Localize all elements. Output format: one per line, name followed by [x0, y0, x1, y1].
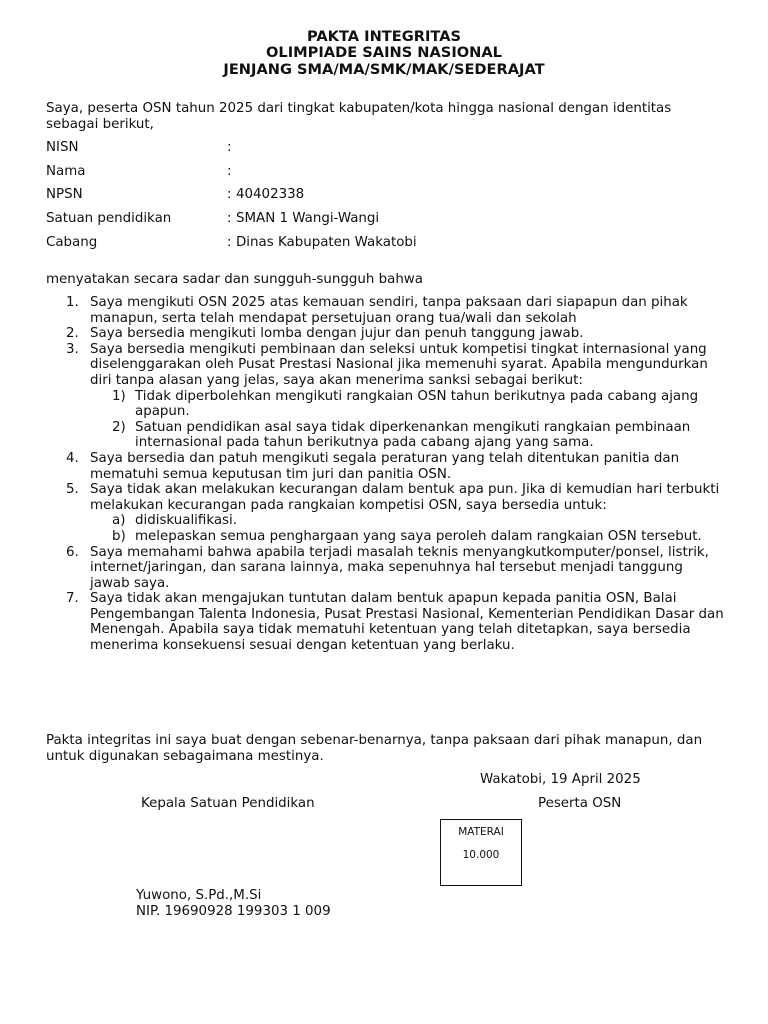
sub-item-number: a): [112, 513, 126, 529]
sub-list-item: [46, 513, 726, 529]
field-colon: :: [227, 140, 232, 155]
sub-item-text: didiskualifikasi.: [135, 513, 238, 529]
item-text: Saya bersedia mengikuti pembinaan dan seleksi untuk kompetisi tingkat internasional yang diselenggarakan oleh Pusat Prestasi Nasional jika memenuhi syarat. Apabila mengundurkan diri tanpa alasan yang jelas, saya akan menerima sanksi sebagai berikut:: [90, 341, 708, 388]
item-number: 5.: [66, 482, 79, 498]
title-line-2: OLIMPIADE SAINS NASIONAL: [266, 44, 502, 61]
field-npsn: [46, 186, 726, 204]
field-colon: :: [227, 235, 232, 250]
field-cabang: [46, 234, 726, 252]
title-line-1: PAKTA INTEGRITAS: [307, 28, 461, 45]
field-nama: [46, 163, 726, 181]
list-item: [46, 451, 726, 482]
list-item: [46, 591, 726, 653]
place-date: Wakatobi, 19 April 2025: [480, 772, 641, 787]
item-text: Saya memahami bahwa apabila terjadi masalah teknis menyangkutkomputer/ponsel, listrik, internet/jaringan, dan sarana lainnya, maka sepenuhnya hal tersebut menjadi tanggung jawab saya.: [90, 544, 709, 591]
list-item: [46, 295, 726, 326]
stamp-duty-label: MATERAI: [458, 826, 504, 838]
sub-item-text: melepaskan semua penghargaan yang saya peroleh dalam rangkaian OSN tersebut.: [135, 528, 702, 544]
stamp-duty-amount: 10.000: [462, 849, 500, 861]
item-number: 4.: [66, 450, 79, 466]
field-satuan-pendidikan: [46, 210, 726, 228]
principal-name: Yuwono, S.Pd.,M.Si: [136, 888, 262, 903]
item-text: Saya tidak akan mengajukan tuntutan dalam bentuk apapun kepada panitia OSN, Balai Pengembangan Talenta Indonesia, Pusat Prestasi Nasional, Kementerian Pendidikan Dasar dan Menengah. Apabila saya tidak mematuhi ketentuan yang telah ditetapkan, saya bersedia menerima konsekuensi sesuai dengan ketentuan yang berlaku.: [90, 591, 724, 654]
item-number: 7.: [66, 591, 79, 607]
field-value: Dinas Kabupaten Wakatobi: [236, 235, 417, 250]
sub-item-text: Satuan pendidikan asal saya tidak diperkenankan mengikuti rangkaian pembinaan internasional pada tahun berikutnya pada cabang ajang yang sama.: [135, 419, 691, 451]
intro-paragraph: Saya, peserta OSN tahun 2025 dari tingkat kabupaten/kota hingga nasional dengan identitas sebagai berikut,: [46, 101, 672, 132]
sub-item-number: 1): [112, 388, 126, 404]
field-label: Cabang: [46, 235, 98, 250]
sub-item-number: 2): [112, 419, 126, 435]
list-item: [46, 342, 726, 389]
item-number: 3.: [66, 341, 79, 357]
list-item: [46, 482, 726, 513]
closing-paragraph: Pakta integritas ini saya buat dengan sebenar-benarnya, tanpa paksaan dari pihak manapun, dan untuk digunakan sebagaimana mestinya.: [46, 733, 703, 764]
sub-item-text: Tidak diperbolehkan mengikuti rangkaian OSN tahun berikutnya pada cabang ajang apapun.: [135, 388, 699, 420]
sub-list-item: [46, 420, 726, 451]
list-item: [46, 545, 726, 592]
participant-role-label: Peserta OSN: [538, 796, 622, 811]
statement-list: [46, 295, 726, 654]
item-number: 1.: [66, 295, 79, 310]
field-label: NISN: [46, 140, 79, 155]
sub-list-item: [46, 389, 726, 420]
item-text: Saya tidak akan melakukan kecurangan dalam bentuk apa pun. Jika di kemudian hari terbukti melakukan kecurangan pada rangkaian kompetisi OSN, saya bersedia untuk:: [90, 482, 720, 513]
stamp-duty-box: [440, 819, 522, 886]
declaration-line: menyatakan secara sadar dan sungguh-sungguh bahwa: [46, 272, 423, 287]
item-text: Saya bersedia dan patuh mengikuti segala peraturan yang telah ditentukan panitia dan mematuhi semua keputusan tim juri dan panitia OSN.: [90, 450, 680, 482]
item-number: 2.: [66, 326, 79, 342]
title-line-3: JENJANG SMA/MA/SMK/MAK/SEDERAJAT: [223, 61, 545, 78]
item-number: 6.: [66, 544, 79, 560]
sub-item-number: b): [112, 528, 126, 544]
item-text: Saya bersedia mengikuti lomba dengan jujur dan penuh tanggung jawab.: [90, 326, 584, 342]
field-label: Satuan pendidikan: [46, 211, 172, 226]
field-value: 40402338: [236, 187, 305, 202]
list-item: [46, 326, 726, 342]
principal-nip: NIP. 19690928 199303 1 009: [136, 904, 331, 919]
item-text: Saya mengikuti OSN 2025 atas kemauan sendiri, tanpa paksaan dari siapapun dan pihak manapun, serta telah mendapat persetujuan orang tua/wali dan sekolah: [90, 295, 688, 326]
field-label: Nama: [46, 164, 86, 179]
sub-list-item: [46, 529, 726, 545]
field-label: NPSN: [46, 187, 83, 202]
field-colon: :: [227, 211, 232, 226]
field-nisn: [46, 139, 726, 157]
field-value: SMAN 1 Wangi-Wangi: [236, 211, 380, 226]
principal-role-label: Kepala Satuan Pendidikan: [141, 796, 315, 811]
field-colon: :: [227, 187, 232, 202]
field-colon: :: [227, 164, 232, 179]
